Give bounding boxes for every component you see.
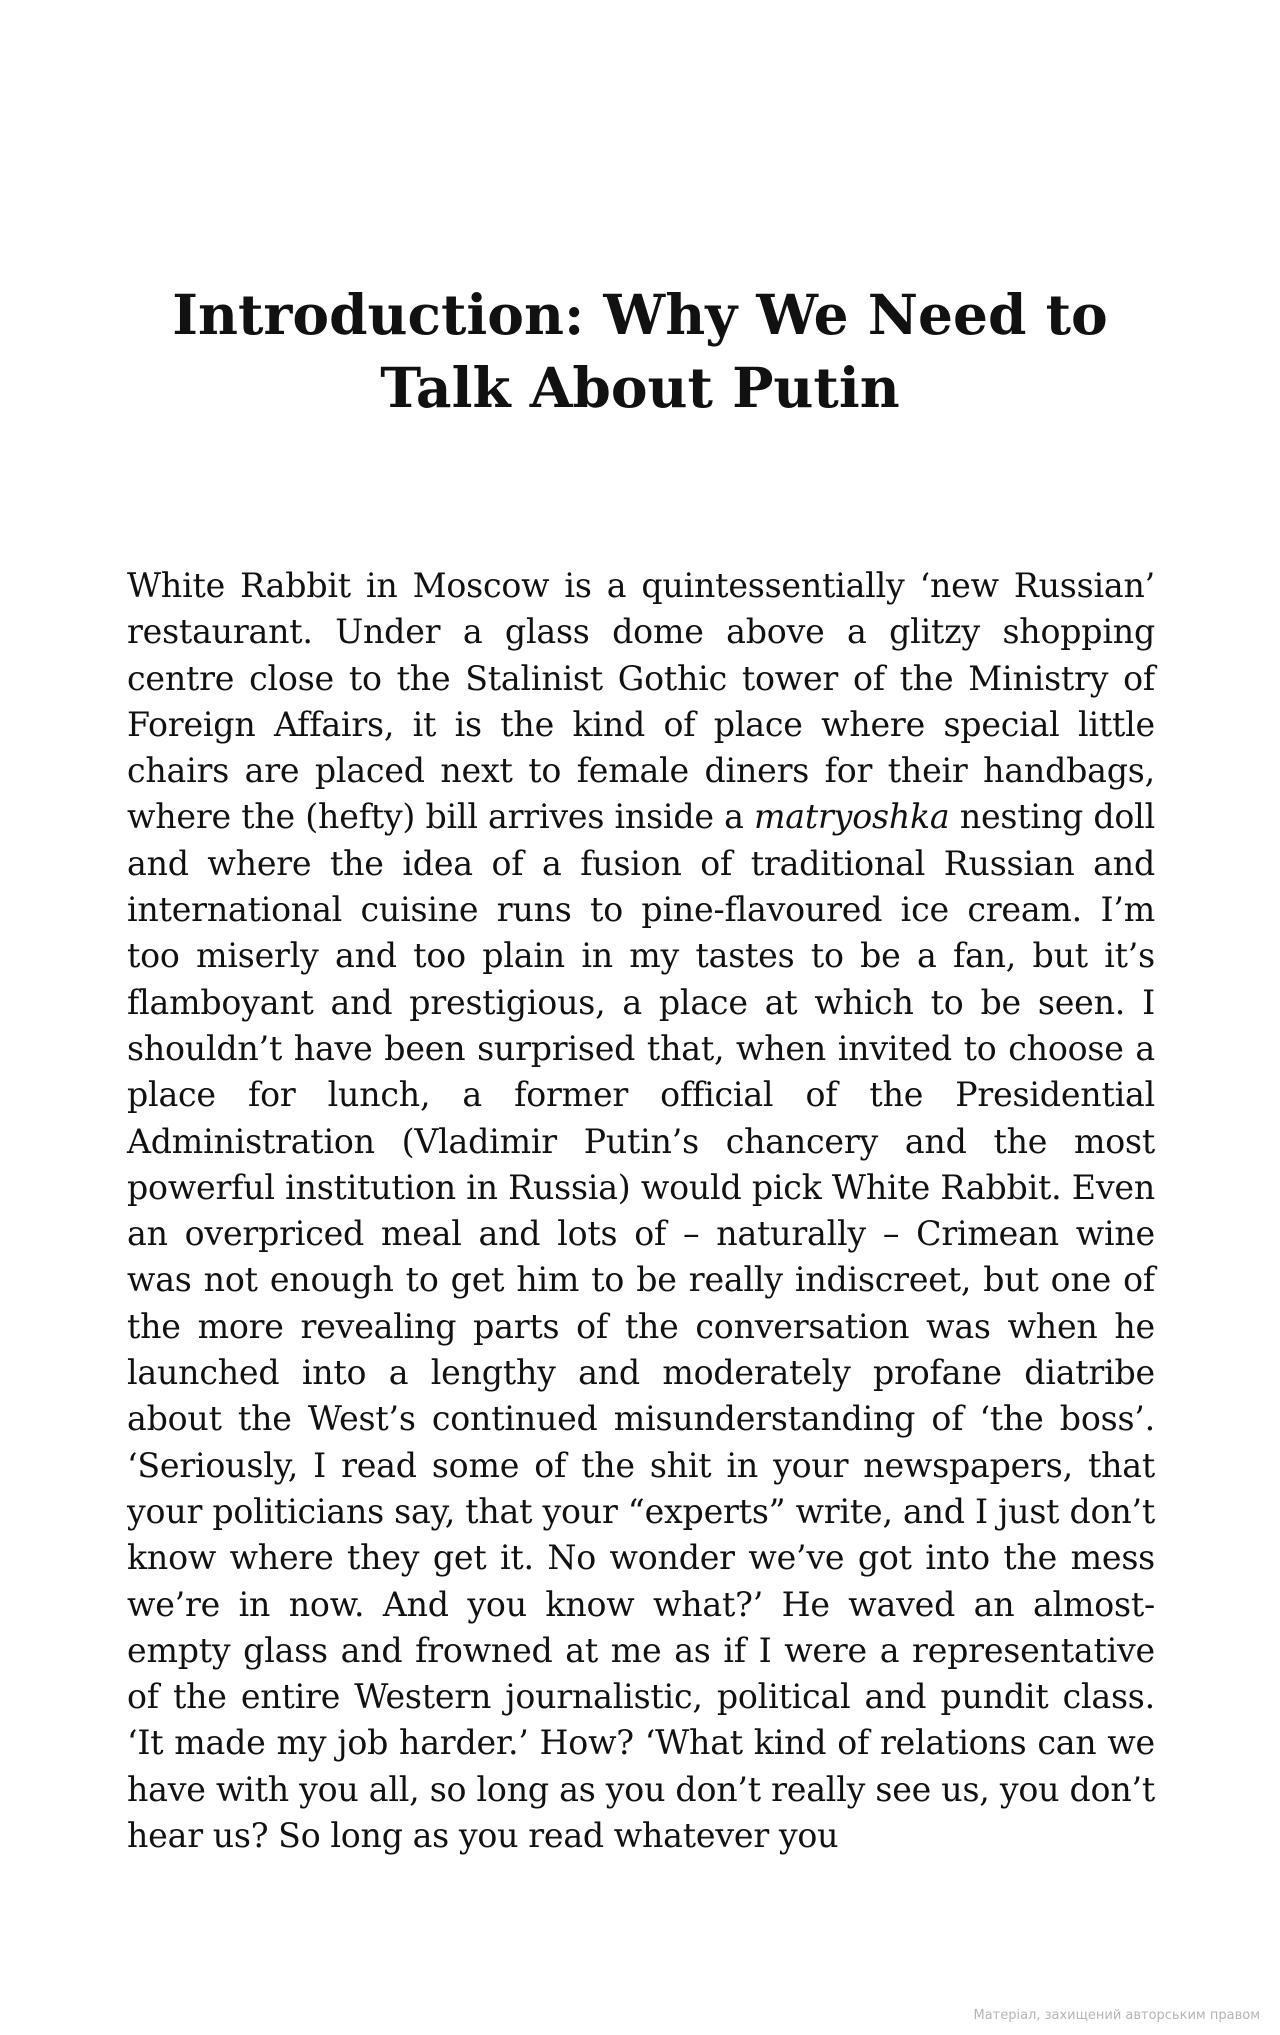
paragraph-text-part-1: White Rabbit in Moscow is a quintessentially ‘new Russian’ restaurant. Under a glass dome above a glitzy shopping centre close to the Stalinist Gothic tower of the Ministry of Foreign Affairs, it is the kind of place where special little chairs are placed next to female diners for their handbags, where the (hefty) bill arrives inside a bbox=[127, 566, 1155, 837]
chapter-title: Introduction: Why We Need to Talk About Putin bbox=[172, 282, 1108, 420]
italic-term-matryoshka: matryoshka bbox=[754, 797, 950, 837]
paragraph-text-part-2: nesting doll and where the idea of a fusion of traditional Russian and international cuisine runs to pine-flavoured ice cream. I’m too miserly and too plain in my tastes to be a fan, but it’s flamboyant and prestigious, a place at which to be seen. I shouldn’t have been surprised that, when invited to choose a place for lunch, a former official of the Presidential Administration (Vladimir Putin’s chancery and the most powerful institution in Russia) would pick White Rabbit. Even an overpriced meal and lots of – naturally – Crimean wine was not enough to get him to be really indiscreet, but one of the more revealing parts of the conversation was when he launched into a lengthy and moderately profane diatribe about the West’s continued misunderstanding of ‘the boss’. ‘Seriously, I read some of the shit in your newspapers, that your politicians say, that your “experts” write, and I just don’t know where they get it. No wonder we’ve got into the mess we’re in now. And you know what?’ He waved an almost-empty glass and frowned at me as if I were a representative of the entire Western journalistic, political and pundit class. ‘It made my job harder.’ How? ‘What kind of relations can we have with you all, so long as you don’t really see us, you don’t hear us? So long as you read whatever you bbox=[127, 797, 1155, 1856]
body-paragraph bbox=[127, 563, 1155, 1859]
copyright-watermark: Матеріал, захищений авторським правом bbox=[973, 2008, 1260, 2023]
